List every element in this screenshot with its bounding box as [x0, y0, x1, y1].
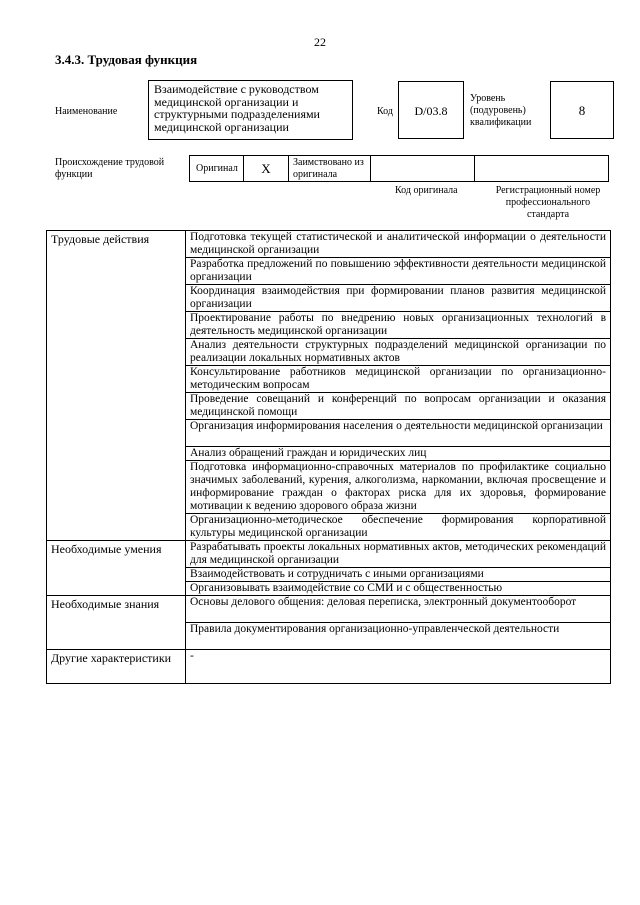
knowledge-item: Основы делового общения: деловая переписка, электронный документооборот	[186, 596, 611, 623]
skill-item: Разрабатывать проекты локальных нормативных актов, методических рекомендаций для медицинской организации	[186, 541, 611, 568]
registration-number-caption: Регистрационный номер профессионального стандарта	[495, 185, 601, 220]
required-skills-heading: Необходимые умения	[47, 541, 186, 596]
original-label-cell: Оригинал	[189, 155, 244, 182]
origin-row	[190, 155, 609, 182]
labor-action-item: Координация взаимодействия при формировании планов развития медицинской организации	[186, 285, 611, 312]
labor-action-item: Анализ деятельности структурных подразделений медицинской организации по реализации локальных нормативных актов	[186, 339, 611, 366]
labor-action-item: Проведение совещаний и конференций по вопросам организации и оказания медицинской помощи	[186, 393, 611, 420]
labor-action-item: Разработка предложений по повышению эффективности деятельности медицинской организации	[186, 258, 611, 285]
origin-label: Происхождение трудовой функции	[55, 157, 165, 180]
code-label: Код	[377, 106, 393, 117]
table-row	[47, 541, 611, 568]
labor-function-table	[46, 230, 611, 684]
labor-action-item: Подготовка текущей статистической и аналитической информации о деятельности медицинской организации	[186, 231, 611, 258]
labor-action-item: Проектирование работы по внедрению новых организационных технологий в деятельность медицинской организации	[186, 312, 611, 339]
table-row	[47, 650, 611, 684]
table-row	[47, 596, 611, 623]
knowledge-item: Правила документирования организационно-управленческой деятельности	[186, 623, 611, 650]
borrowed-label-cell: Заимствовано из оригинала	[288, 155, 371, 182]
original-code-caption: Код оригинала	[395, 185, 458, 196]
labor-actions-heading: Трудовые действия	[47, 231, 186, 541]
labor-action-item: Консультирование работников медицинской организации по организационно-методическим вопросам	[186, 366, 611, 393]
registration-number-cell	[474, 155, 609, 182]
required-knowledge-heading: Необходимые знания	[47, 596, 186, 650]
code-value-box: D/03.8	[398, 81, 464, 139]
name-label: Наименование	[55, 106, 118, 117]
labor-action-item: Организация информирования населения о деятельности медицинской организации	[186, 420, 611, 447]
labor-action-item: Анализ обращений граждан и юридических лиц	[186, 447, 611, 461]
function-name-box: Взаимодействие с руководством медицинской организации и структурными подразделениями медицинской организации	[148, 80, 353, 140]
other-characteristics-heading: Другие характеристики	[47, 650, 186, 684]
qualification-level-label: Уровень (подуровень) квалификации	[470, 93, 532, 128]
labor-action-item: Организационно-методическое обеспечение формирования корпоративной культуры медицинской организации	[186, 514, 611, 541]
original-mark-cell: X	[243, 155, 289, 182]
qualification-level-box: 8	[550, 81, 614, 139]
page-number: 22	[314, 35, 326, 49]
original-code-cell	[370, 155, 475, 182]
table-row	[47, 231, 611, 258]
skill-item: Организовывать взаимодействие со СМИ и с общественностью	[186, 582, 611, 596]
section-title: 3.4.3. Трудовая функция	[55, 52, 198, 67]
skill-item: Взаимодействовать и сотрудничать с иными организациями	[186, 568, 611, 582]
other-characteristics-value: -	[186, 650, 611, 684]
labor-action-item: Подготовка информационно-справочных материалов по профилактике социально значимых заболеваний, курения, алкоголизма, наркомании, включая просвещение и информирование граждан о факторах риска для их здоровья, формирование мотивации к ведению здорового образа жизни	[186, 461, 611, 514]
